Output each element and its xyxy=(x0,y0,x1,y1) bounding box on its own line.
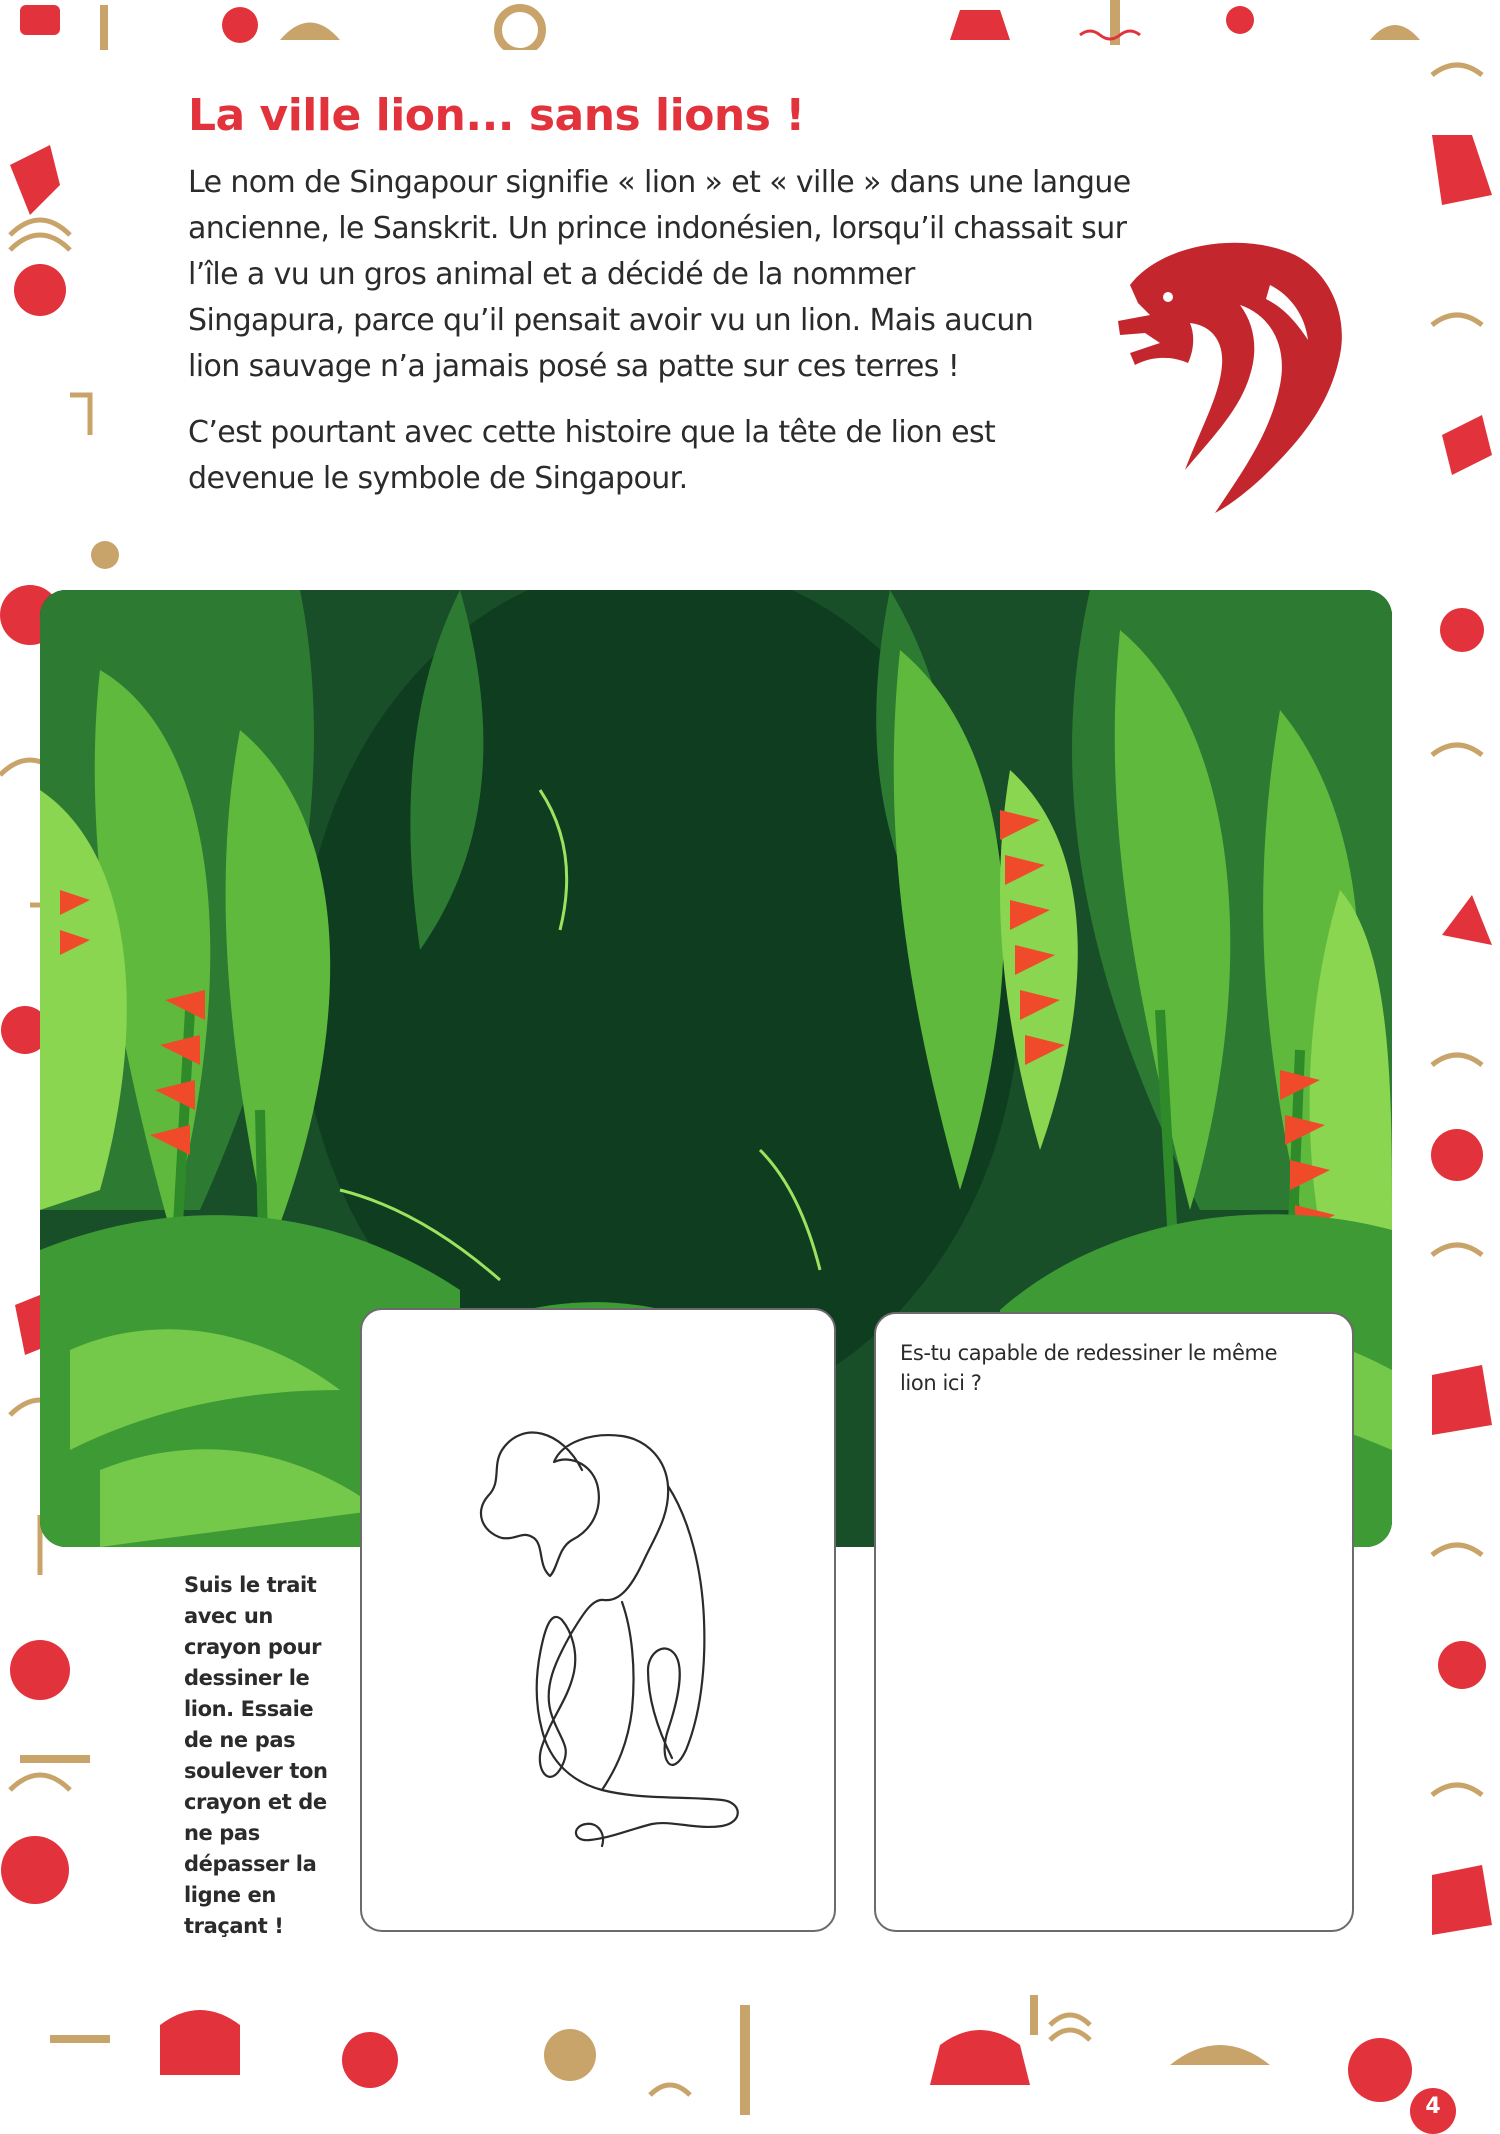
redraw-lion-box[interactable] xyxy=(874,1312,1354,1932)
instruction-line: crayon et de xyxy=(184,1790,327,1814)
decorative-border-right xyxy=(1422,55,1500,1985)
redraw-prompt xyxy=(900,1338,1320,1398)
merlion-head-icon xyxy=(1090,225,1350,515)
intro-line: Singapura, parce qu’il pensait avoir vu un lion. Mais aucun xyxy=(188,303,1034,338)
instruction-line: de ne pas xyxy=(184,1728,296,1752)
instruction-line: traçant ! xyxy=(184,1914,284,1938)
decorative-border-top xyxy=(0,0,1500,55)
intro-paragraph xyxy=(188,160,1188,390)
instruction-line: crayon pour xyxy=(184,1635,322,1659)
intro-line: Le nom de Singapour signifie « lion » et « ville » dans une langue xyxy=(188,165,1131,200)
trace-instruction xyxy=(184,1570,354,1942)
trace-lion-box[interactable] xyxy=(360,1308,836,1932)
pattern-top-icon xyxy=(0,0,1500,55)
redraw-prompt-line: lion ici ? xyxy=(900,1371,982,1395)
symbol-line: C’est pourtant avec cette histoire que la tête de lion est xyxy=(188,415,996,450)
instruction-line: ne pas xyxy=(184,1821,260,1845)
instruction-line: dessiner le xyxy=(184,1666,310,1690)
page-title: La ville lion... sans lions ! xyxy=(188,90,805,141)
pattern-bottom-icon xyxy=(0,1985,1500,2129)
decorative-border-bottom xyxy=(0,1985,1500,2129)
intro-line: l’île a vu un gros animal et a décidé de la nommer xyxy=(188,257,915,292)
instruction-line: avec un xyxy=(184,1604,273,1628)
intro-line: ancienne, le Sanskrit. Un prince indonésien, lorsqu’il chassait sur xyxy=(188,211,1127,246)
page-number: 4 xyxy=(1425,2094,1441,2119)
lion-line-drawing xyxy=(422,1370,782,1890)
symbol-paragraph xyxy=(188,410,1188,502)
pattern-right-icon xyxy=(1422,55,1500,1985)
intro-line: lion sauvage n’a jamais posé sa patte sur ces terres ! xyxy=(188,349,960,384)
symbol-line: devenue le symbole de Singapour. xyxy=(188,461,688,496)
page-number-badge xyxy=(1410,2088,1456,2134)
instruction-line: soulever ton xyxy=(184,1759,328,1783)
instruction-line: ligne en xyxy=(184,1883,276,1907)
instruction-line: dépasser la xyxy=(184,1852,317,1876)
instruction-line: lion. Essaie xyxy=(184,1697,314,1721)
redraw-prompt-line: Es-tu capable de redessiner le même xyxy=(900,1341,1278,1365)
instruction-line: Suis le trait xyxy=(184,1573,317,1597)
